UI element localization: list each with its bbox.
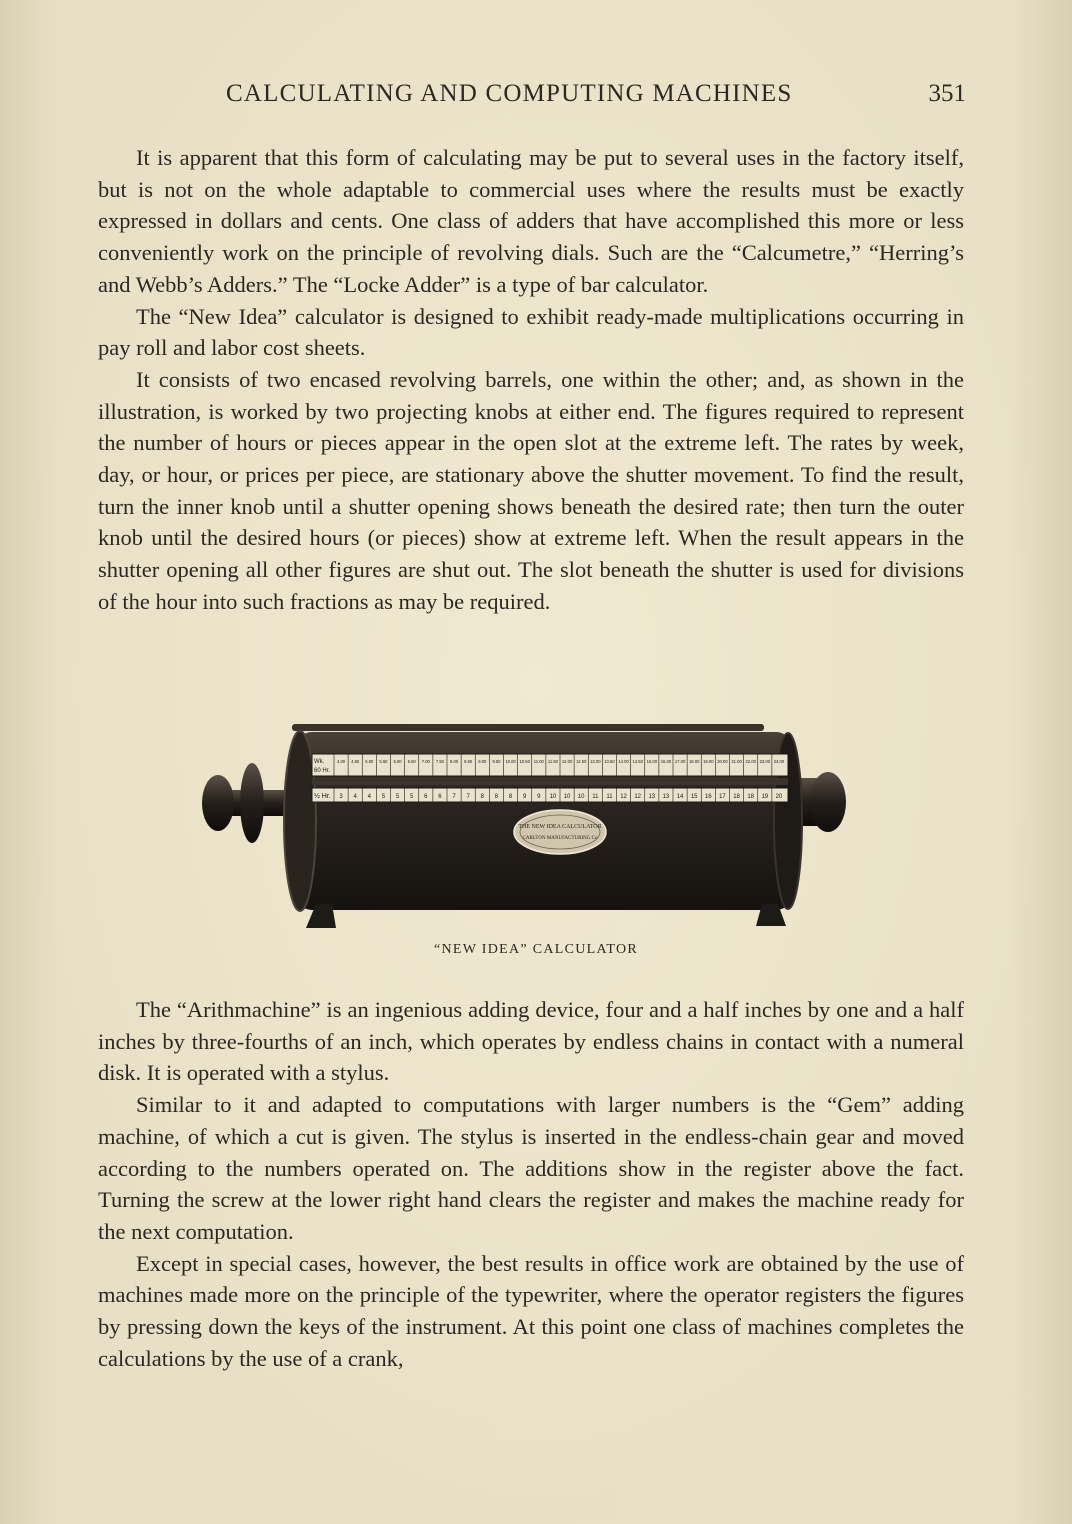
rate-label: 8.50 — [464, 759, 473, 764]
left-knob — [202, 763, 296, 843]
figure-caption: “NEW IDEA” CALCULATOR — [433, 942, 639, 957]
hour-label: 5 — [410, 794, 414, 800]
rate-label: 13.00 — [590, 759, 601, 764]
nameplate-line-2: CARLTON MANUFACTURING Co — [522, 836, 598, 841]
hour-label: 4 — [353, 794, 357, 800]
paragraph: Similar to it and adapted to computations with larger numbers is the “Gem” adding machine, of which a cut is given. The stylus is inserted in the endless-chain gear and moved according to the numbers operated on. The additions show in the register above the fact. Turning the screw at the lower right hand clears the register and makes the machine ready for the next computation. — [98, 1092, 964, 1244]
hour-label: 4 — [367, 794, 371, 800]
nameplate-line-1: THE NEW IDEA CALCULATOR — [518, 824, 602, 830]
hour-label: 19 — [761, 794, 769, 800]
hour-label: 8 — [508, 794, 513, 800]
rate-label: 7.50 — [435, 759, 445, 764]
hour-label: 11 — [592, 794, 599, 800]
hour-label: 12 — [620, 794, 627, 800]
rate-label: 12.50 — [575, 759, 587, 764]
paragraph: The “New Idea” calculator is designed to exhibit ready-made multiplications occurring in pay roll and labor cost sheets. — [98, 303, 964, 361]
hour-label: 13 — [648, 794, 656, 800]
hour-label: 7 — [466, 794, 470, 800]
running-title: CALCULATING AND COMPUTING MACHINES — [226, 80, 793, 107]
hour-label: 8 — [480, 794, 484, 800]
rate-label: 10.50 — [519, 759, 530, 764]
hour-label: 17 — [719, 794, 726, 800]
page-number: 351 — [928, 80, 966, 107]
hour-label: 9 — [523, 794, 527, 800]
rate-label: 10.00 — [505, 759, 516, 764]
row-label-60hr: 60 Hr. — [314, 768, 331, 774]
rate-label: 12.00 — [561, 759, 573, 764]
rate-label: 24.00 — [773, 759, 785, 764]
rate-label: 4.50 — [351, 759, 360, 764]
hour-label: 6 — [438, 794, 442, 800]
rate-label: 20.00 — [717, 759, 728, 764]
hour-label: 5 — [381, 794, 386, 800]
nameplate — [514, 810, 606, 854]
rate-label: 11.50 — [547, 759, 559, 764]
hour-label: 10 — [549, 794, 557, 800]
top-rail — [292, 724, 764, 731]
hour-label: 18 — [733, 794, 740, 800]
rate-label: 16.00 — [660, 759, 672, 764]
rate-label: 18.00 — [688, 759, 700, 764]
paragraph: It consists of two encased revolving barrels, one within the other; and, as shown in the illustration, is worked by two projecting knobs at either end. The figures required to represent the number of hours or pieces appear in the open slot at the extreme left. The rates by week, day, or hour, or prices per piece, are stationary above the shutter movement. To find the result, turn the inner knob until a shutter opening shows beneath the desired rate; then turn the outer knob until the desired hours (or pieces) show at extreme left. When the result appears in the shutter opening all other figures are shut out. The slot beneath the shutter is used for divisions of the hour into such fractions as may be required. — [98, 366, 964, 614]
hour-label: 10 — [577, 794, 585, 800]
row-label-week: Wk. — [314, 759, 325, 765]
rate-label: 13.50 — [604, 759, 615, 764]
rate-label: 7.00 — [421, 759, 430, 764]
hour-label: 11 — [606, 794, 613, 800]
rate-label: 6.00 — [393, 759, 402, 764]
rate-label: 5.00 — [365, 759, 374, 764]
text-block-bottom — [98, 994, 964, 1374]
rate-label: 21.00 — [731, 759, 742, 764]
calculator-illustration — [196, 714, 856, 934]
hour-label: 14 — [676, 794, 684, 800]
text-block-top — [98, 142, 964, 618]
rate-label: 5.50 — [379, 759, 388, 764]
paragraph: Except in special cases, however, the best results in office work are obtained by the use of machines made more on the principle of the typewriter, where the operator registers the figures by pressing down the keys of the instrument. At this point one class of machines completes the calculations by the use of a crank, — [98, 1250, 964, 1371]
rate-scale — [312, 754, 788, 776]
hour-label: 10 — [563, 794, 571, 800]
hour-label: 20 — [775, 794, 783, 800]
rate-label: 23.00 — [759, 759, 771, 764]
hour-label: 7 — [452, 794, 456, 800]
hour-label: 3 — [339, 794, 343, 800]
new-idea-calculator-drawing — [196, 714, 856, 934]
rate-label: 6.50 — [407, 759, 416, 764]
rate-label: 14.50 — [632, 759, 643, 764]
hour-label: 6 — [424, 794, 428, 800]
hour-label: 9 — [537, 794, 541, 800]
paragraph: It is apparent that this form of calculating may be put to several uses in the factory itself, but is not on the whole adaptable to commercial uses where the results must be exactly expressed in dollars and cents. One class of adders that have accomplished this more or less conveniently work on the principle of revolving dials. Such are the “Calcumetre,” “Herring’s and Webb’s Adders.” The “Locke Adder” is a type of bar calculator. — [98, 145, 964, 297]
hour-label: 5 — [395, 794, 400, 800]
row-label-half-hour: ½ Hr. — [314, 793, 331, 800]
rate-label: 4.00 — [336, 759, 346, 764]
rate-label: 8.00 — [449, 759, 459, 764]
hour-label: 15 — [690, 794, 698, 800]
rate-label: 19.00 — [703, 759, 714, 764]
rate-label: 9.50 — [492, 759, 501, 764]
rate-label: 15.00 — [646, 759, 658, 764]
rate-label: 11.00 — [533, 759, 544, 764]
hour-label: 8 — [494, 794, 499, 800]
rate-label: 17.00 — [674, 759, 686, 764]
left-end-cap — [284, 731, 316, 911]
rate-label: 9.00 — [478, 759, 487, 764]
paragraph: The “Arithmachine” is an ingenious adding device, four and a half inches by one and a half inches by three-fourths of an inch, which operates by endless chains in contact with a numeral disk. It is operated with a stylus. — [98, 997, 964, 1086]
hour-label: 18 — [747, 794, 755, 800]
rate-label: 22.00 — [745, 759, 756, 764]
page-header — [226, 80, 966, 114]
shutter-slot — [312, 778, 788, 785]
hour-label: 16 — [704, 794, 712, 800]
hour-label: 12 — [634, 794, 642, 800]
hour-label: 13 — [662, 794, 670, 800]
rate-label: 14.00 — [618, 759, 629, 764]
